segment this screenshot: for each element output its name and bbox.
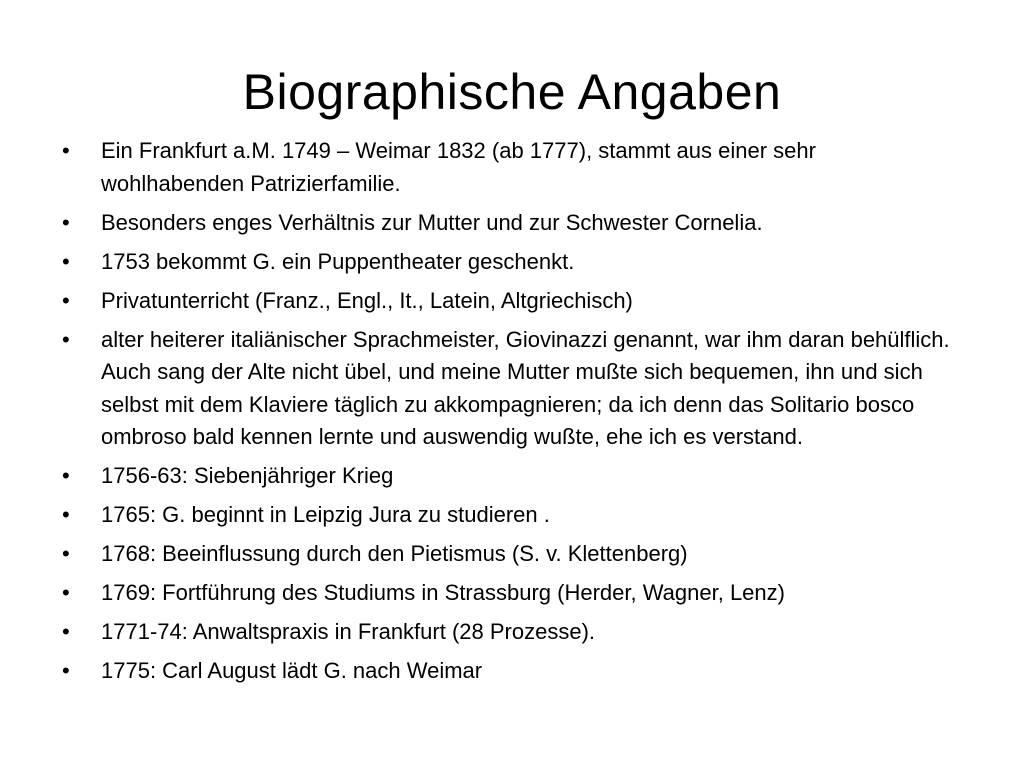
bullet-icon: • — [62, 619, 70, 644]
bullet-item — [0, 207, 1024, 240]
bullet-text: 1769: Fortführung des Studiums in Strassburg (Herder, Wagner, Lenz) — [101, 580, 785, 605]
bullet-text: 1771-74: Anwaltspraxis in Frankfurt (28 Prozesse). — [101, 619, 596, 644]
bullet-text: Privatunterricht (Franz., Engl., It., Latein, Altgriechisch) — [101, 287, 633, 313]
bullet-text: Besonders enges Verhältnis zur Mutter und zur Schwester Cornelia. — [101, 209, 763, 235]
bullet-icon: • — [62, 658, 70, 683]
bullet-text: 1753 bekommt G. ein Puppentheater geschenkt. — [101, 248, 575, 274]
bullet-item — [0, 246, 1024, 279]
bullet-item — [0, 499, 1024, 532]
bullet-text: 1768: Beeinflussung durch den Pietismus (S. v. Klettenberg) — [101, 541, 688, 566]
bullet-text: Ein Frankfurt a.M. 1749 – Weimar 1832 (ab 1777), stammt aus einer sehr wohlhabenden Patrizierfamilie. — [101, 138, 816, 196]
bullet-icon: • — [62, 209, 70, 235]
bullet-text: 1756-63: Siebenjähriger Krieg — [101, 463, 394, 488]
bullet-icon: • — [62, 138, 70, 163]
bullet-icon: • — [62, 326, 70, 352]
bullet-item — [0, 460, 1024, 493]
bullet-icon: • — [62, 502, 70, 527]
bullet-item — [0, 538, 1024, 571]
bullet-item — [0, 616, 1024, 649]
bullet-text: alter heiterer italiänischer Sprachmeister, Giovinazzi genannt, war ihm daran behülflich. Auch sang der Alte nicht übel, und meine Mutter mußte sich bequemen, ihn und sich selbst mit dem Klaviere täglich zu akkompagnieren; da ich denn das Solitario bosco ombroso bald kennen lernte und auswendig wußte, ehe ich es verstand. — [101, 326, 950, 449]
bullet-item — [0, 577, 1024, 610]
bullet-text: 1775: Carl August lädt G. nach Weimar — [101, 658, 483, 683]
bullet-item — [0, 655, 1024, 688]
bullet-icon: • — [62, 287, 70, 313]
bullet-item — [0, 285, 1024, 318]
bullet-item — [0, 324, 1024, 454]
bullet-text: 1765: G. beginnt in Leipzig Jura zu studieren . — [101, 502, 550, 527]
bullet-icon: • — [62, 463, 70, 488]
bullet-list — [0, 135, 1024, 694]
slide-title: Biographische Angaben — [242, 64, 782, 120]
bullet-icon: • — [62, 541, 70, 566]
bullet-icon: • — [62, 580, 70, 605]
bullet-icon: • — [62, 248, 70, 274]
bullet-item — [0, 135, 1024, 200]
